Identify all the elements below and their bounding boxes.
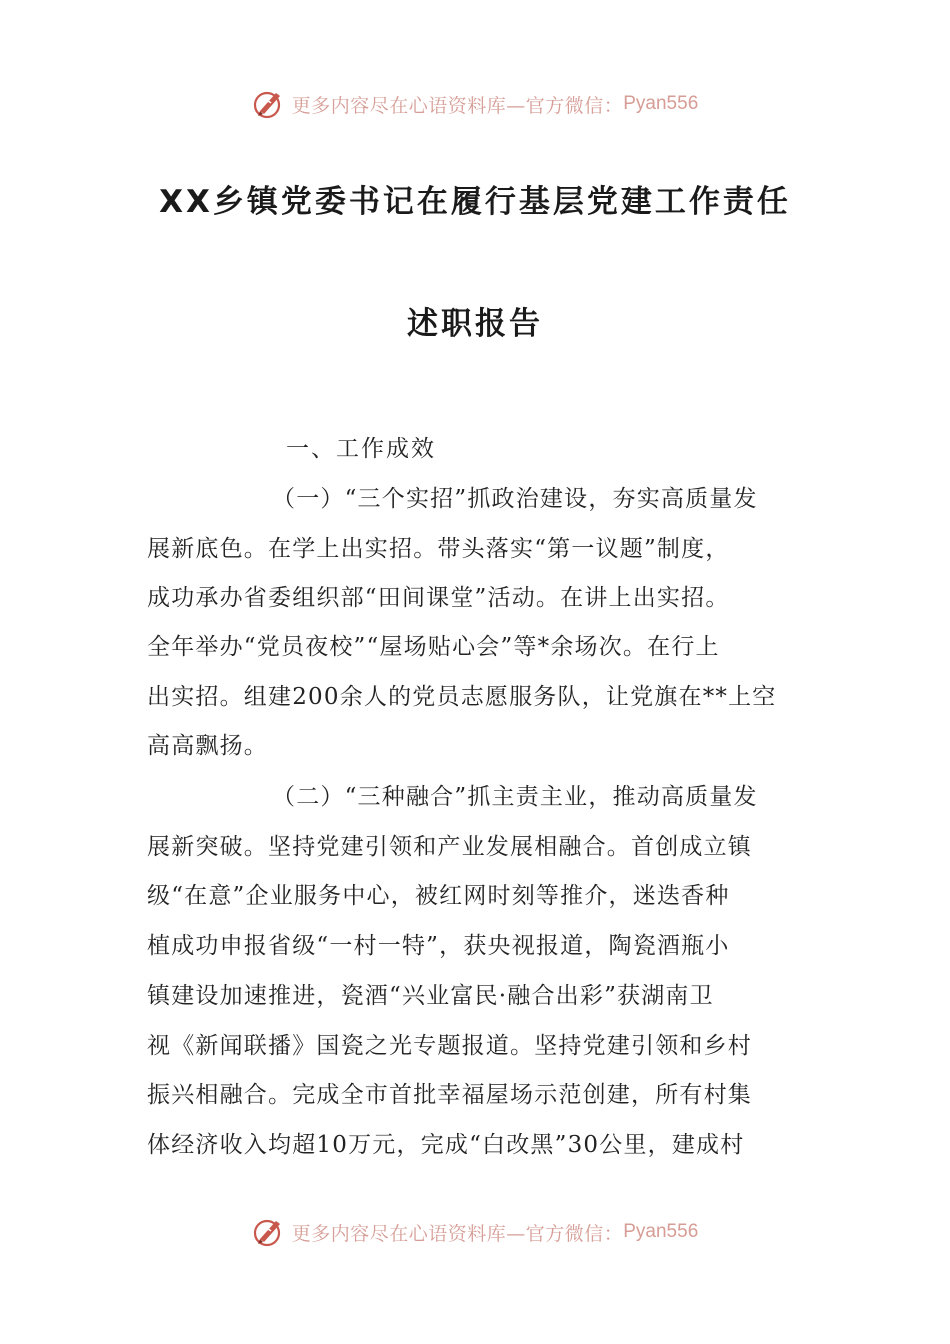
header-watermark — [0, 84, 950, 124]
body-line: 展新突破。坚持党建引领和产业发展相融合。首创成立镇 — [147, 834, 752, 860]
footer-watermark — [0, 1212, 950, 1252]
body-line: 植成功申报省级“一村一特”，获央视报道，陶瓷酒瓶小 — [147, 933, 730, 959]
body-line: 成功承办省委组织部“田间课堂”活动。在讲上出实招。 — [147, 585, 730, 611]
body-line: 全年举办“党员夜校”“屋场贴心会”等*余场次。在行上 — [147, 634, 720, 660]
body-line: 级“在意”企业服务中心，被红网时刻等推介，迷迭香种 — [147, 883, 730, 909]
document-title-line-1: XX乡镇党委书记在履行基层党建工作责任 — [159, 184, 791, 220]
watermark-wechat-id: Pyan556 — [623, 93, 699, 114]
body-line: （二）“三种融合”抓主责主业，推动高质量发 — [272, 784, 758, 810]
body-line: 视《新闻联播》国瓷之光专题报道。坚持党建引领和乡村 — [147, 1033, 752, 1059]
body-line: 高高飘扬。 — [147, 733, 268, 759]
document-title-line-2: 述职报告 — [407, 306, 543, 342]
body-line: 展新底色。在学上出实招。带头落实“第一议题”制度， — [147, 536, 730, 562]
watermark-text: 更多内容尽在心语资料库—官方微信： — [291, 1222, 624, 1245]
watermark-wechat-id: Pyan556 — [623, 1221, 699, 1242]
body-line: 振兴相融合。完成全市首批幸福屋场示范创建，所有村集 — [147, 1082, 752, 1108]
watermark-text: 更多内容尽在心语资料库—官方微信： — [291, 94, 624, 117]
body-line: 镇建设加速推进，瓷酒“兴业富民·融合出彩”获湖南卫 — [147, 983, 714, 1009]
body-line: 出实招。组建200余人的党员志愿服务队，让党旗在**上空 — [147, 684, 777, 710]
section-heading: 一、工作成效 — [286, 436, 436, 462]
body-line: 体经济收入均超10万元，完成“白改黑”30公里，建成村 — [147, 1132, 745, 1158]
body-line: （一）“三个实招”抓政治建设，夯实高质量发 — [272, 486, 758, 512]
pen-seal-icon — [252, 1215, 286, 1249]
pen-seal-icon — [252, 87, 286, 121]
